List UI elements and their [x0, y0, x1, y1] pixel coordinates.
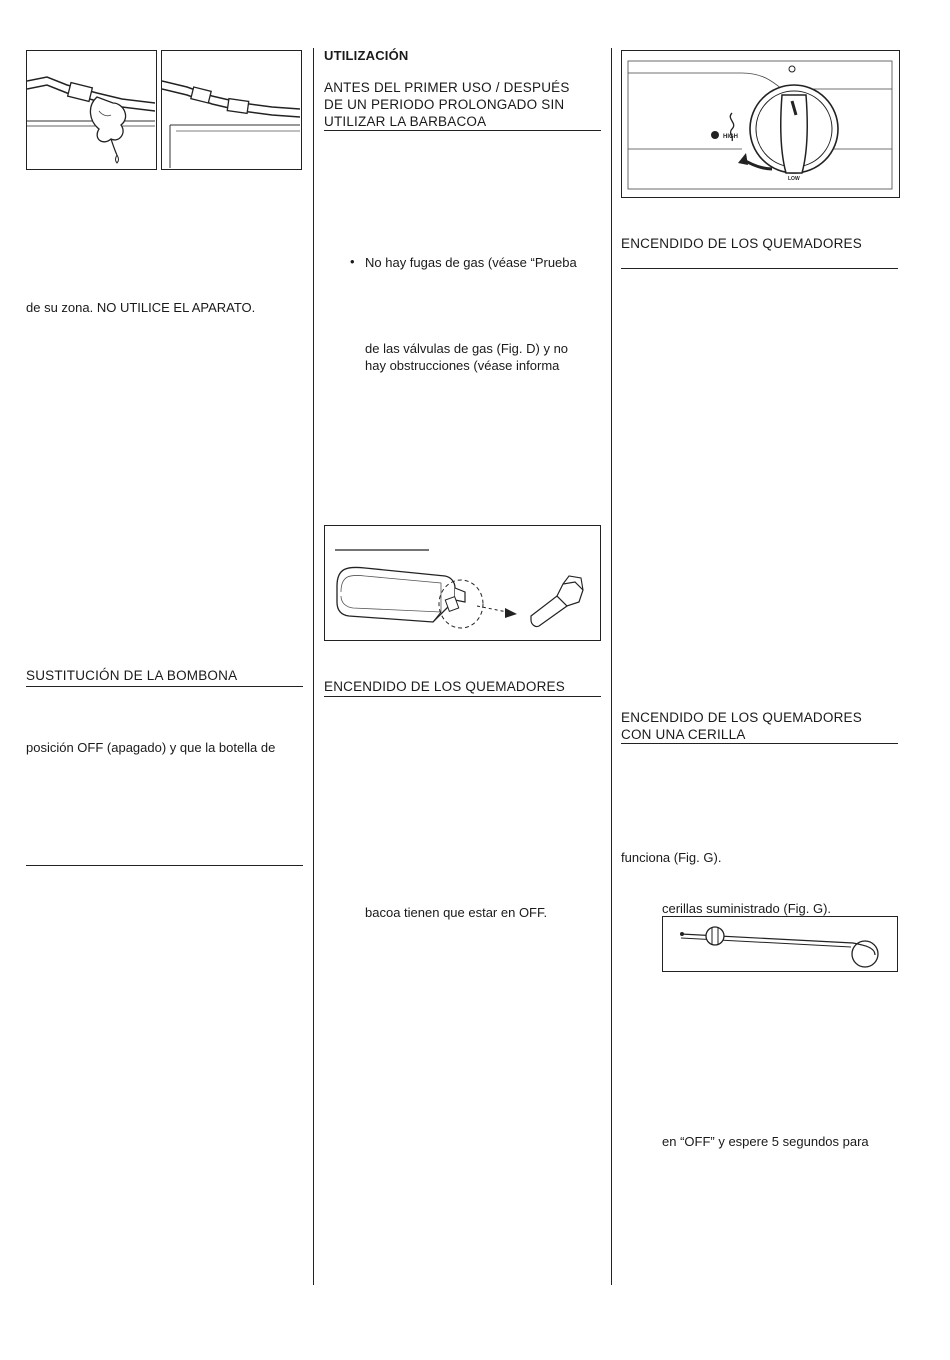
- heading-line: ENCENDIDO DE LOS QUEMADORES: [621, 710, 862, 725]
- figure-burner-valve: [324, 525, 601, 641]
- text-cerillas: cerillas suministrado (Fig. G).: [662, 901, 832, 916]
- text-bacoa-off: bacoa tienen que estar en OFF.: [365, 905, 548, 920]
- section-rule: [621, 268, 898, 269]
- bullet-point: •: [350, 254, 355, 269]
- heading-rule: [26, 686, 303, 687]
- text-funciona: funciona (Fig. G).: [621, 850, 722, 865]
- column-divider-left: [313, 48, 314, 1285]
- figure-control-knob: [621, 50, 900, 198]
- subheading-antes-primer-uso: [324, 79, 570, 130]
- heading-sustitucion-bombona: SUSTITUCIÓN DE LA BOMBONA: [26, 668, 238, 683]
- heading-rule: [324, 130, 601, 131]
- heading-rule: [324, 696, 601, 697]
- heading-encendido-cerilla: [621, 709, 862, 743]
- bullet-text-fugas: No hay fugas de gas (véase “Prueba: [365, 255, 577, 270]
- figure-hose-connection: [161, 50, 302, 170]
- text-espere: en “OFF” y espere 5 segundos para: [662, 1134, 869, 1149]
- valve-text-line: de las válvulas de gas (Fig. D) y no: [365, 341, 569, 356]
- heading-encendido-quemadores: ENCENDIDO DE LOS QUEMADORES: [324, 679, 565, 694]
- text-posicion-off: posición OFF (apagado) y que la botella de: [26, 740, 276, 755]
- section-title-utilizacion: UTILIZACIÓN: [324, 48, 409, 63]
- heading-line: CON UNA CERILLA: [621, 727, 746, 742]
- column-divider-right: [611, 48, 612, 1285]
- figure-hose-leak-test: [26, 50, 157, 170]
- heading-rule: [621, 743, 898, 744]
- text-zona-warning: de su zona. NO UTILICE EL APARATO.: [26, 300, 256, 315]
- heading-encendido-quemadores-2: ENCENDIDO DE LOS QUEMADORES: [621, 236, 862, 251]
- subheading-line: UTILIZAR LA BARBACOA: [324, 114, 487, 129]
- subheading-line: ANTES DEL PRIMER USO / DESPUÉS: [324, 80, 570, 95]
- valve-text-line: hay obstrucciones (véase informa: [365, 358, 560, 373]
- section-rule: [26, 865, 303, 866]
- knob-high-label: HIGH: [723, 134, 738, 140]
- subheading-line: DE UN PERIODO PROLONGADO SIN: [324, 97, 565, 112]
- figure-match-holder: [662, 916, 898, 972]
- knob-low-label: LOW: [788, 176, 800, 182]
